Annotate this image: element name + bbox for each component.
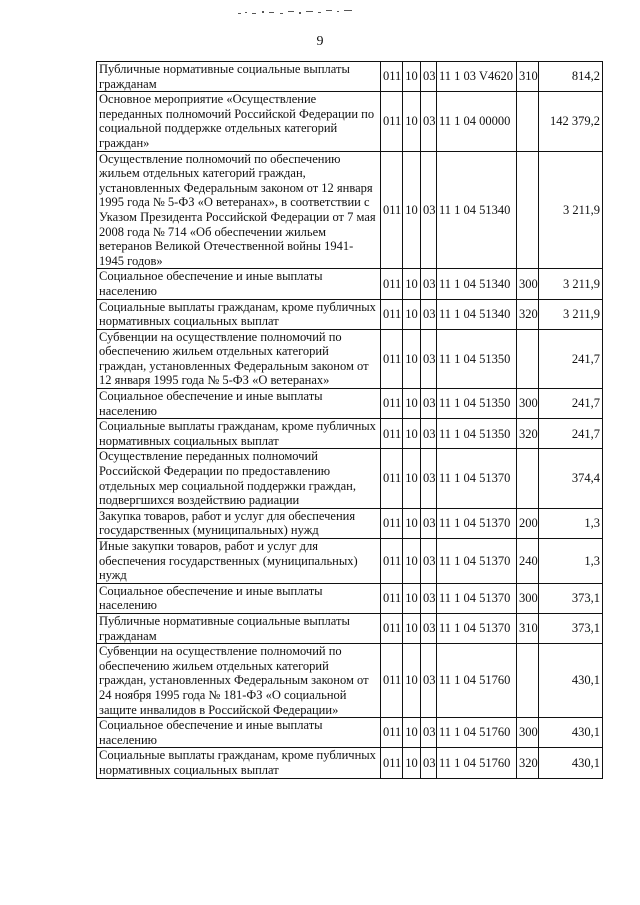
row-section-code: 10 (403, 718, 421, 748)
row-name: Социальные выплаты гражданам, кроме публичных нормативных социальных выплат (97, 419, 381, 449)
row-section-code: 10 (403, 419, 421, 449)
row-amount: 373,1 (539, 613, 603, 643)
row-target-article: 11 1 04 51760 (437, 718, 517, 748)
row-name: Субвенции на осуществление полномочий по обеспечению жильем отдельных категорий граждан, установленных Федеральным законом от 12 января 1995 года № 5-ФЗ «О ветеранах» (97, 329, 381, 388)
row-gr-code: 011 (381, 449, 403, 508)
table-row (97, 539, 603, 584)
row-name: Осуществление переданных полномочий Российской Федерации по предоставлению отдельных мер социальной поддержки граждан, подвергшихся воздействию радиации (97, 449, 381, 508)
row-gr-code: 011 (381, 539, 403, 584)
row-amount: 430,1 (539, 718, 603, 748)
row-name: Субвенции на осуществление полномочий по обеспечению жильем отдельных категорий граждан, установленных Федеральным законом от 24 ноября 1995 года № 181-ФЗ «О социальной защите инвалидов в Российской Федерации» (97, 644, 381, 718)
row-amount: 374,4 (539, 449, 603, 508)
row-amount: 430,1 (539, 644, 603, 718)
row-subsection-code: 03 (421, 299, 437, 329)
row-section-code: 10 (403, 748, 421, 778)
row-section-code: 10 (403, 613, 421, 643)
row-expense-type (517, 644, 539, 718)
row-gr-code: 011 (381, 748, 403, 778)
table-row (97, 419, 603, 449)
row-name: Осуществление полномочий по обеспечению жильем отдельных категорий граждан, установленных Федеральным законом от 12 января 1995 года № 5-ФЗ «О ветеранах», в соответствии с Указом Президента Российской Федерации от 7 мая 2008 года № 714 «Об обеспечении жильем ветеранов Великой Отечественной войны 1941-1945 годов» (97, 151, 381, 269)
row-expense-type: 200 (517, 508, 539, 538)
row-gr-code: 011 (381, 419, 403, 449)
row-name: Социальное обеспечение и иные выплаты населению (97, 389, 381, 419)
row-expense-type: 300 (517, 269, 539, 299)
row-subsection-code: 03 (421, 151, 437, 269)
table-row (97, 329, 603, 388)
page-number: 9 (316, 34, 324, 49)
row-target-article: 11 1 04 51350 (437, 389, 517, 419)
row-subsection-code: 03 (421, 329, 437, 388)
row-name: Социальное обеспечение и иные выплаты населению (97, 718, 381, 748)
row-expense-type: 300 (517, 389, 539, 419)
row-expense-type: 320 (517, 748, 539, 778)
row-gr-code: 011 (381, 151, 403, 269)
row-target-article: 11 1 04 51340 (437, 269, 517, 299)
row-amount: 3 211,9 (539, 151, 603, 269)
row-gr-code: 011 (381, 62, 403, 92)
row-target-article: 11 1 04 51340 (437, 299, 517, 329)
row-target-article: 11 1 04 51760 (437, 748, 517, 778)
row-subsection-code: 03 (421, 389, 437, 419)
table-row (97, 644, 603, 718)
row-gr-code: 011 (381, 299, 403, 329)
budget-table (96, 61, 603, 779)
row-section-code: 10 (403, 151, 421, 269)
row-target-article: 11 1 04 51370 (437, 539, 517, 584)
row-expense-type: 240 (517, 539, 539, 584)
row-gr-code: 011 (381, 269, 403, 299)
row-expense-type: 310 (517, 62, 539, 92)
row-expense-type (517, 449, 539, 508)
row-target-article: 11 1 04 51370 (437, 508, 517, 538)
row-section-code: 10 (403, 508, 421, 538)
row-target-article: 11 1 04 51370 (437, 583, 517, 613)
table-row (97, 299, 603, 329)
table-row (97, 151, 603, 269)
row-subsection-code: 03 (421, 539, 437, 584)
row-amount: 241,7 (539, 329, 603, 388)
row-section-code: 10 (403, 62, 421, 92)
row-section-code: 10 (403, 92, 421, 151)
row-name: Публичные нормативные социальные выплаты гражданам (97, 613, 381, 643)
row-expense-type (517, 92, 539, 151)
row-subsection-code: 03 (421, 718, 437, 748)
row-amount: 3 211,9 (539, 269, 603, 299)
row-name: Основное мероприятие «Осуществление переданных полномочий Российской Федерации по социальной поддержке отдельных категорий граждан» (97, 92, 381, 151)
row-name: Социальные выплаты гражданам, кроме публичных нормативных социальных выплат (97, 748, 381, 778)
row-subsection-code: 03 (421, 583, 437, 613)
row-name: Публичные нормативные социальные выплаты гражданам (97, 62, 381, 92)
row-section-code: 10 (403, 299, 421, 329)
table-row (97, 508, 603, 538)
row-expense-type (517, 329, 539, 388)
row-amount: 241,7 (539, 419, 603, 449)
row-target-article: 11 1 04 51350 (437, 329, 517, 388)
table-row (97, 718, 603, 748)
row-target-article: 11 1 04 51350 (437, 419, 517, 449)
row-amount: 814,2 (539, 62, 603, 92)
budget-table-body (97, 62, 603, 779)
scan-artifact (236, 8, 356, 18)
row-amount: 142 379,2 (539, 92, 603, 151)
row-gr-code: 011 (381, 92, 403, 151)
row-subsection-code: 03 (421, 269, 437, 299)
row-gr-code: 011 (381, 329, 403, 388)
row-expense-type: 320 (517, 299, 539, 329)
row-name: Социальное обеспечение и иные выплаты населению (97, 583, 381, 613)
row-amount: 373,1 (539, 583, 603, 613)
row-target-article: 11 1 04 51760 (437, 644, 517, 718)
row-gr-code: 011 (381, 583, 403, 613)
row-name: Социальные выплаты гражданам, кроме публичных нормативных социальных выплат (97, 299, 381, 329)
row-name: Закупка товаров, работ и услуг для обеспечения государственных (муниципальных) нужд (97, 508, 381, 538)
row-expense-type: 300 (517, 718, 539, 748)
table-row (97, 62, 603, 92)
table-row (97, 92, 603, 151)
row-section-code: 10 (403, 269, 421, 299)
row-subsection-code: 03 (421, 62, 437, 92)
row-gr-code: 011 (381, 718, 403, 748)
row-section-code: 10 (403, 539, 421, 584)
row-amount: 241,7 (539, 389, 603, 419)
row-subsection-code: 03 (421, 92, 437, 151)
row-section-code: 10 (403, 449, 421, 508)
row-target-article: 11 1 03 V4620 (437, 62, 517, 92)
row-amount: 430,1 (539, 748, 603, 778)
row-target-article: 11 1 04 51340 (437, 151, 517, 269)
table-row (97, 613, 603, 643)
table-row (97, 583, 603, 613)
row-gr-code: 011 (381, 508, 403, 538)
table-row (97, 449, 603, 508)
row-amount: 3 211,9 (539, 299, 603, 329)
row-target-article: 11 1 04 00000 (437, 92, 517, 151)
row-subsection-code: 03 (421, 613, 437, 643)
row-section-code: 10 (403, 583, 421, 613)
row-expense-type: 300 (517, 583, 539, 613)
row-subsection-code: 03 (421, 508, 437, 538)
row-expense-type: 310 (517, 613, 539, 643)
row-name: Социальное обеспечение и иные выплаты населению (97, 269, 381, 299)
row-subsection-code: 03 (421, 644, 437, 718)
row-subsection-code: 03 (421, 748, 437, 778)
row-section-code: 10 (403, 644, 421, 718)
row-section-code: 10 (403, 389, 421, 419)
row-amount: 1,3 (539, 508, 603, 538)
row-subsection-code: 03 (421, 419, 437, 449)
table-row (97, 269, 603, 299)
row-expense-type: 320 (517, 419, 539, 449)
table-row (97, 748, 603, 778)
row-target-article: 11 1 04 51370 (437, 449, 517, 508)
row-amount: 1,3 (539, 539, 603, 584)
row-gr-code: 011 (381, 644, 403, 718)
row-name: Иные закупки товаров, работ и услуг для обеспечения государственных (муниципальных) нужд (97, 539, 381, 584)
row-gr-code: 011 (381, 613, 403, 643)
row-target-article: 11 1 04 51370 (437, 613, 517, 643)
row-section-code: 10 (403, 329, 421, 388)
table-row (97, 389, 603, 419)
row-subsection-code: 03 (421, 449, 437, 508)
row-gr-code: 011 (381, 389, 403, 419)
row-expense-type (517, 151, 539, 269)
